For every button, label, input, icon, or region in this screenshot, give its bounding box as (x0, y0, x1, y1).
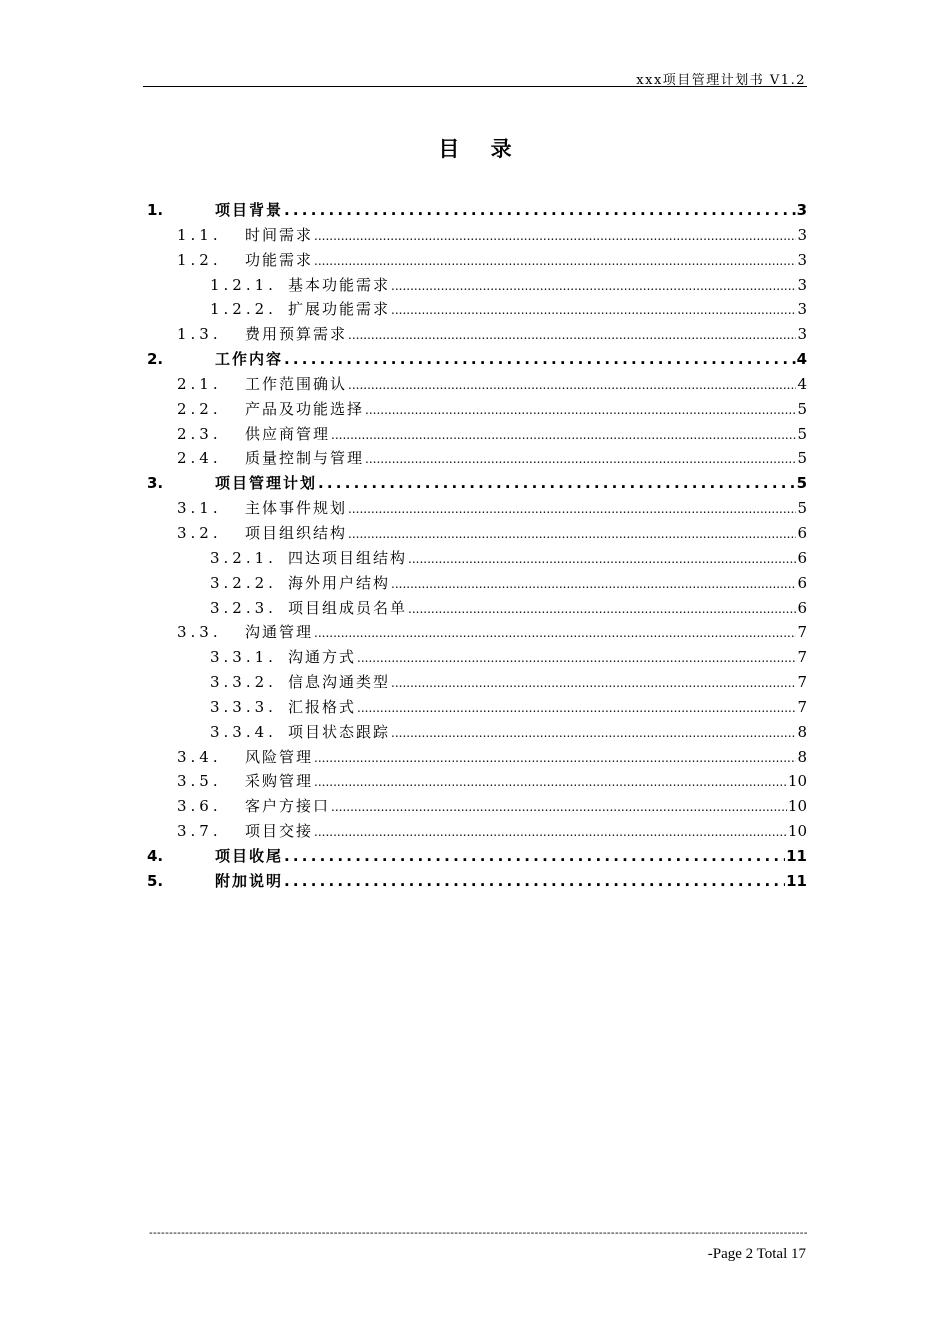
toc-entry-number: 2. (147, 350, 164, 369)
toc-dot-leader (408, 597, 796, 622)
toc-entry-number: 3.5. (177, 772, 222, 791)
toc-entry-page: 3 (796, 201, 807, 219)
toc-entry[interactable] (143, 546, 807, 571)
toc-entry-title: 采购管理 (245, 772, 314, 791)
toc-entry-page: 10 (787, 772, 807, 791)
toc-entry-title: 客户方接口 (245, 797, 331, 816)
toc-entry-number: 3.1. (177, 499, 222, 518)
toc-entry-page: 11 (786, 871, 807, 890)
toc-entry-number: 1.2.2. (210, 300, 277, 319)
toc-entry-title: 项目交接 (245, 822, 314, 841)
toc-dot-leader (365, 447, 796, 472)
toc-entry-page: 10 (787, 797, 807, 816)
toc-entry-page: 10 (787, 822, 807, 841)
toc-entry[interactable] (143, 322, 807, 347)
toc-entry-page: 5 (796, 474, 807, 493)
toc-entry-number: 3.2. (177, 523, 222, 542)
toc-entry-page: 3 (797, 250, 807, 269)
toc-entry[interactable] (143, 745, 807, 770)
toc-entry-number: 2.2. (177, 399, 222, 418)
toc-entry-title: 四达项目组结构 (288, 548, 408, 567)
toc-entry-title: 项目背景 (215, 201, 284, 219)
toc-entry-title: 项目收尾 (215, 846, 284, 865)
toc-entry-title: 项目状态跟踪 (288, 722, 391, 741)
toc-entry-number: 3.3.1. (210, 648, 277, 667)
toc-entry[interactable] (143, 198, 807, 223)
toc-dot-leader (331, 423, 796, 448)
toc-entry[interactable] (143, 248, 807, 273)
toc-entry[interactable] (143, 645, 807, 670)
toc-entry-page: 7 (797, 623, 807, 642)
toc-dot-leader (348, 522, 796, 547)
toc-entry-page: 5 (797, 499, 807, 518)
toc-entry-title: 供应商管理 (245, 424, 331, 443)
toc-entry-title: 基本功能需求 (288, 275, 391, 294)
footer-rule (149, 1229, 807, 1237)
toc-entry[interactable] (143, 769, 807, 794)
toc-entry[interactable] (143, 496, 807, 521)
toc-dot-leader (314, 770, 787, 795)
toc-dot-leader (391, 721, 796, 746)
toc-entry-number: 3.3.4. (210, 722, 277, 741)
toc-entry-title: 项目组成员名单 (288, 598, 408, 617)
toc-entry-title: 项目组织结构 (245, 523, 348, 542)
toc-entry-number: 3.2.2. (210, 573, 277, 592)
toc-entry-title: 主体事件规划 (245, 499, 348, 518)
header-rule (143, 86, 807, 87)
toc-entry-number: 3.3. (177, 623, 222, 642)
toc-entry-number: 5. (147, 871, 164, 890)
toc-entry-page: 3 (797, 225, 807, 244)
toc-entry-page: 7 (797, 648, 807, 667)
toc-entry-number: 2.1. (177, 374, 222, 393)
toc-entry-title: 工作内容 (215, 350, 284, 369)
toc-dot-leader (348, 323, 796, 348)
toc-dot-leader (284, 198, 796, 223)
toc-dot-leader (284, 869, 785, 894)
toc-dot-leader (284, 844, 785, 869)
toc-entry-number: 3.6. (177, 797, 222, 816)
toc-entry-number: 1.2.1. (210, 275, 277, 294)
toc-entry-page: 3 (797, 300, 807, 319)
toc-dot-leader (391, 298, 796, 323)
toc-dot-leader (314, 621, 796, 646)
toc-entry-number: 1. (147, 201, 164, 219)
toc-entry-number: 1.1. (177, 225, 222, 244)
toc-dot-leader (284, 347, 796, 372)
toc-entry-page: 5 (797, 424, 807, 443)
toc-entry-page: 3 (797, 275, 807, 294)
toc-entry-title: 附加说明 (215, 871, 284, 890)
toc-entry[interactable] (143, 571, 807, 596)
toc-entry[interactable] (143, 695, 807, 720)
toc-entry-number: 3.2.3. (210, 598, 277, 617)
page-footer: -Page 2 Total 17 (707, 1246, 806, 1262)
toc-dot-leader (365, 398, 796, 423)
toc-entry-page: 11 (786, 846, 807, 865)
toc-entry-title: 时间需求 (245, 225, 314, 244)
toc-dot-leader (357, 696, 796, 721)
toc-entry-title: 项目管理计划 (215, 474, 318, 493)
toc-entry[interactable] (143, 223, 807, 248)
toc-entry[interactable] (143, 347, 807, 372)
toc-entry-number: 3.7. (177, 822, 222, 841)
toc-entry-number: 3.4. (177, 747, 222, 766)
toc-entry-number: 2.4. (177, 449, 222, 468)
toc-entry-number: 3.2.1. (210, 548, 277, 567)
toc-entry-page: 5 (797, 449, 807, 468)
toc-entry-page: 6 (797, 523, 807, 542)
toc-dot-leader (408, 547, 796, 572)
toc-entry-title: 质量控制与管理 (245, 449, 365, 468)
toc-entry[interactable] (143, 720, 807, 745)
toc-dot-leader (391, 274, 796, 299)
toc-entry[interactable] (143, 596, 807, 621)
toc-dot-leader (331, 795, 787, 820)
toc-entry[interactable] (143, 372, 807, 397)
toc-entry-title: 海外用户结构 (288, 573, 391, 592)
toc-entry[interactable] (143, 844, 807, 869)
toc-dot-leader (357, 646, 796, 671)
toc-entry[interactable] (143, 794, 807, 819)
toc-entry-page: 7 (797, 673, 807, 692)
toc-dot-leader (348, 373, 796, 398)
toc-dot-leader (391, 572, 796, 597)
toc-entry[interactable] (143, 521, 807, 546)
toc-entry[interactable] (143, 819, 807, 844)
toc-dot-leader (318, 471, 796, 496)
toc-entry[interactable] (143, 273, 807, 298)
toc-dot-leader (391, 671, 796, 696)
toc-entry-title: 沟通方式 (288, 648, 357, 667)
toc-entry-number: 3. (147, 474, 164, 493)
toc-entry-page: 3 (797, 325, 807, 344)
toc-entry-page: 7 (797, 697, 807, 716)
toc-entry-page: 4 (797, 374, 807, 393)
toc-title: 目 录 (438, 137, 524, 161)
toc-entry[interactable] (143, 670, 807, 695)
toc-entry-page: 4 (796, 350, 807, 369)
toc-entry-page: 6 (797, 573, 807, 592)
toc-entry-page: 6 (797, 598, 807, 617)
toc-dot-leader (314, 249, 796, 274)
toc-entry[interactable] (143, 422, 807, 447)
toc-entry-number: 4. (147, 846, 164, 865)
toc-dot-leader (348, 497, 796, 522)
toc-entry-number: 3.3.2. (210, 673, 277, 692)
table-of-contents (143, 198, 807, 894)
toc-entry[interactable] (143, 297, 807, 322)
toc-dot-leader (314, 224, 796, 249)
toc-entry[interactable] (143, 620, 807, 645)
toc-entry-title: 费用预算需求 (245, 325, 348, 344)
toc-entry[interactable] (143, 471, 807, 496)
toc-entry-number: 1.2. (177, 250, 222, 269)
toc-entry-page: 8 (797, 722, 807, 741)
toc-entry-number: 2.3. (177, 424, 222, 443)
toc-dot-leader (314, 820, 787, 845)
toc-entry-number: 1.3. (177, 325, 222, 344)
toc-entry-title: 汇报格式 (288, 697, 357, 716)
toc-dot-leader (314, 746, 796, 771)
toc-entry[interactable] (143, 397, 807, 422)
toc-entry[interactable] (143, 869, 807, 894)
toc-entry-page: 5 (797, 399, 807, 418)
toc-entry-number: 3.3.3. (210, 697, 277, 716)
toc-entry-title: 风险管理 (245, 747, 314, 766)
toc-entry-page: 6 (797, 548, 807, 567)
toc-entry-title: 产品及功能选择 (245, 399, 365, 418)
page-header: xxx项目管理计划书 V1.2 (636, 73, 806, 88)
toc-entry-title: 扩展功能需求 (288, 300, 391, 319)
toc-entry-title: 沟通管理 (245, 623, 314, 642)
toc-entry-title: 信息沟通类型 (288, 673, 391, 692)
toc-entry-title: 工作范围确认 (245, 374, 348, 393)
toc-entry[interactable] (143, 446, 807, 471)
toc-entry-title: 功能需求 (245, 250, 314, 269)
toc-entry-page: 8 (797, 747, 807, 766)
